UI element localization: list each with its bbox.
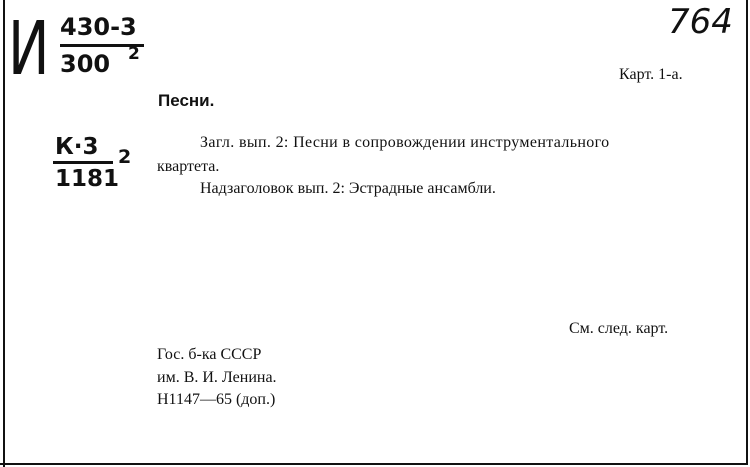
second-code-fraction-line bbox=[53, 161, 113, 164]
handwritten-card-number: 764 bbox=[668, 2, 733, 42]
card-label: Карт. 1-а. bbox=[619, 66, 683, 83]
shelf-code-superscript: 2 bbox=[128, 44, 140, 64]
shelf-code-top: 430-3 bbox=[60, 13, 137, 41]
second-code-superscript: 2 bbox=[118, 146, 132, 168]
handwritten-mark: И bbox=[8, 6, 50, 92]
card-left-edge bbox=[3, 0, 5, 467]
shelf-code-bottom: 300 bbox=[60, 50, 111, 78]
second-code-top: К·3 bbox=[55, 134, 99, 160]
see-next-card: См. след. карт. bbox=[569, 320, 669, 337]
card-title: Песни. bbox=[158, 91, 215, 110]
note-line-1: Загл. вып. 2: Песни в сопровождении инструментального bbox=[200, 134, 610, 151]
library-line-1: Гос. б-ка СССР bbox=[157, 346, 262, 363]
second-code-bottom: 1181 bbox=[55, 166, 120, 192]
library-line-2: им. В. И. Ленина. bbox=[157, 369, 277, 386]
note-line-2: квартета. bbox=[157, 158, 220, 175]
library-line-3: Н1147—65 (доп.) bbox=[157, 391, 276, 408]
note-line-3: Надзаголовок вып. 2: Эстрадные ансамбли. bbox=[200, 180, 496, 197]
